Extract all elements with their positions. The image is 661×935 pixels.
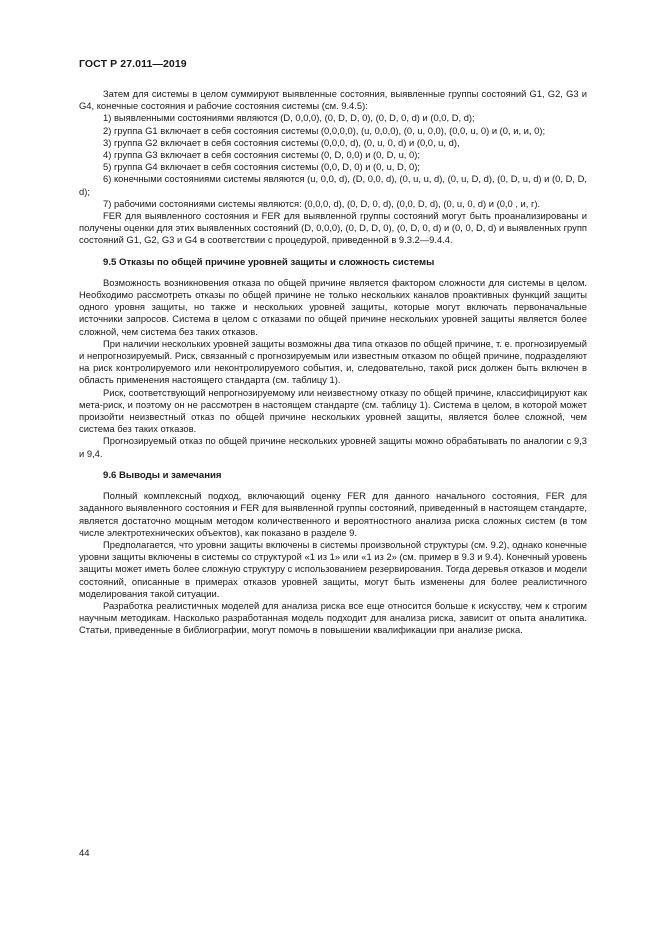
section-9-5-paragraph: Риск, соответствующий непрогнозируемому или неизвестному отказу по общей причине, классифицируют как мета-риск, и поэтому он не рассмотрен в настоящем стандарте (см. таблицу 1). Система в целом, в которой может произойти неизвестный отказ по общей причине нескольких уровней защиты, является более сложной, чем система без таких отказов. [79,386,587,435]
list-item: 4) группа G3 включает в себя состояния системы (0, D, 0,0) и (0, D, u, 0); [103,149,420,161]
list-item: 1) выявленными состояниями являются (D, 0,0,0), (0, D, D, 0), (0, D, 0, d) и (0,0, D, d); [103,112,475,124]
section-9-5-paragraph: При наличии нескольких уровней защиты возможны два типа отказов по общей причине, т. е. прогнозируемый и непрогнозируемый. Риск, связанный с прогнозируемым или известным отказом по общей причине, подразделяют на риск контролируемого или неконтролируемого события, и, следовательно, такой риск должен быть включен в область применения настоящего стандарта (см. таблицу 1). [79,337,587,386]
list-item: 2) группа G1 включает в себя состояния системы (0,0,0,0), (u, 0,0,0), (0, u, 0,0), (0,0, u, 0) и (0, и, и, 0); [103,124,546,136]
section-9-5-paragraph: Прогнозируемый отказ по общей причине нескольких уровней защиты можно обрабатывать по аналогии с 9,3 и 9,4. [79,435,587,459]
list-item: 3) группа G2 включает в себя состояния системы (0,0,0, d), (0, u, 0, d) и (0,0, u, d), [103,136,460,148]
document-header: ГОСТ Р 27.011—2019 [79,58,187,70]
intro-closing: FER для выявленного состояния и FER для выявленной группы состояний могут быть проанализированы и получены оценки для этих выявленных состояний (D, 0,0,0), (0, D, D, 0), (0, D, 0, d) и (0, 0, D, d) и выявленных групп состояний G1, G2, G3 и G4 в соответствии с процедурой, приведенной в 9.3.2—9.4.4. [79,210,587,246]
section-9-6-heading: 9.6 Выводы и замечания [103,469,222,481]
section-9-6-paragraph: Предполагается, что уровни защиты включены в системы произвольной структуры (см. 9.2), однако конечные уровни защиты включены в системы со структурой «1 из 1» или «1 из 2» (см. пример в 9.3 и 9.4). Конечный уровень защиты может иметь более сложную структуру с использованием резервирования. Тогда деревья отказов и модели состояний, описанные в примерах отказов уровней защиты, могут быть изменены для более реалистичного моделирования такой ситуации. [79,538,587,599]
section-9-5-heading: 9.5 Отказы по общей причине уровней защиты и сложность системы [103,256,435,268]
intro-lead: Затем для системы в целом суммируют выявленные состояния, выявленные группы состояний G1, G2, G3 и G4, конечные состояния и рабочие состояния системы (см. 9.4.5): [79,88,587,112]
section-9-5-paragraph: Возможность возникновения отказа по общей причине является фактором сложности для системы в целом. Необходимо рассмотреть отказы по общей причине не только нескольких каналов проактивных функций защиты одного уровня защиты, но также и нескольких уровней защиты, которые могут включать первоначальные источники запросов. Система в целом с отказами по общей причине нескольких уровней защиты является более сложной, чем система без таких отказов. [79,276,587,337]
section-9-6-paragraph: Полный комплексный подход, включающий оценку FER для данного начального состояния, FER для заданного выявленного состояния и FER для выявленной группы состояний, приведенный в настоящем стандарте, является достаточно мощным методом количественного и вероятностного анализа риска сложных систем (в том числе электротехнических объектов), как показано в разделе 9. [79,490,587,538]
page-number: 44 [79,848,90,859]
section-9-6-paragraph: Разработка реалистичных моделей для анализа риска все еще относится больше к искусству, чем к строгим научным методикам. Насколько разработанная модель подходит для анализа риска, зависит от опыта аналитика. Статьи, приведенные в библиографии, могут помочь в повышении квалификации при анализе риска. [79,599,587,636]
list-item: 5) группа G4 включает в себя состояния системы (0,0, D, 0) и (0, u, D, 0); [103,161,420,173]
list-item: 6) конечными состояниями системы являются (u, 0,0, d), (D, 0,0, d), (0, u, u, d), (0, u, D, d), (0, D, u, d) и (0, D, D, d); [79,173,587,197]
page-body [79,88,587,637]
list-item: 7) рабочими состояниями системы являются: (0,0,0, d), (0, D, 0, d), (0,0, D, d), (0, u, 0, d) и (0,0 , и, г). [103,197,541,209]
